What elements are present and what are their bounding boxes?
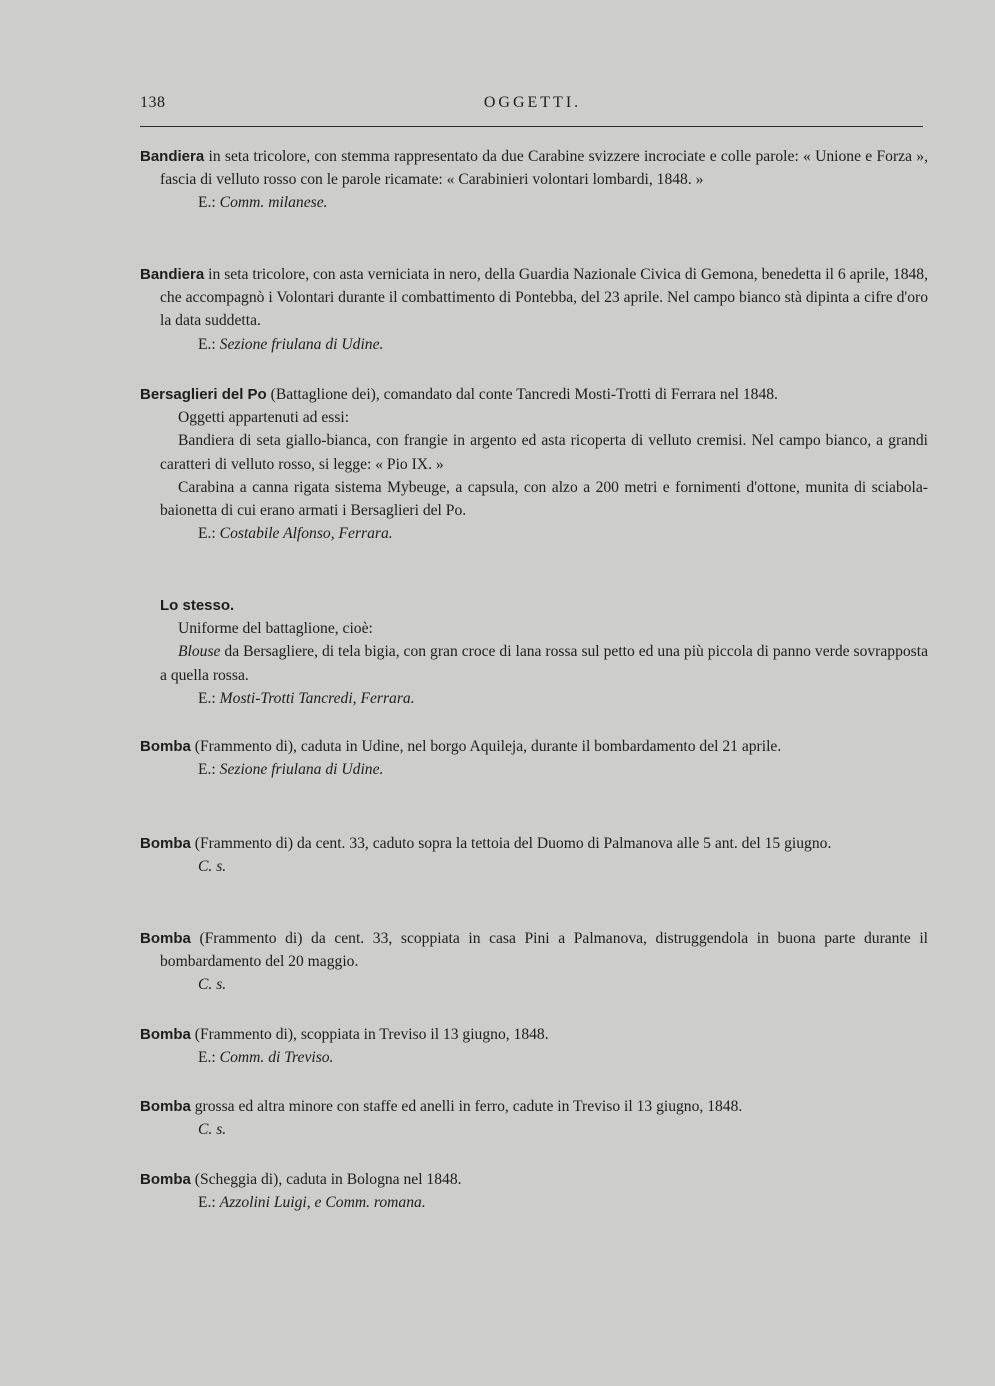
- source-name: Comm. milanese.: [219, 194, 328, 212]
- source-prefix: E.:: [198, 689, 216, 707]
- entry-headword: Bomba: [140, 930, 191, 947]
- entry-text: [140, 735, 928, 758]
- entry-paragraph: [140, 640, 928, 686]
- entry-headword: Bomba: [140, 738, 191, 755]
- source-name: Azzolini Luigi, e Comm. romana.: [219, 1194, 426, 1212]
- entry-headword: Bersaglieri del Po: [140, 386, 267, 403]
- entry-body: (Frammento di) da cent. 33, caduto sopra la tettoia del Duomo di Palmanova alle 5 ant. del 15 giugno.: [194, 835, 832, 852]
- source-name: Sezione friulana di Udine.: [219, 761, 384, 779]
- entry-bomba-1: [140, 735, 928, 781]
- entry-bomba-4: [140, 1023, 928, 1069]
- entry-paragraph: Oggetti appartenuti ad essi:: [178, 409, 350, 427]
- source-prefix: E.:: [198, 761, 216, 779]
- entry-headword: Bomba: [140, 1026, 191, 1043]
- source-name: C. s.: [198, 976, 227, 994]
- entry-source: [140, 758, 928, 781]
- source-name: C. s.: [198, 858, 227, 876]
- source-prefix: E.:: [198, 1049, 216, 1067]
- entry-text: [140, 383, 928, 406]
- entry-text: [140, 594, 928, 617]
- entry-body: (Frammento di), scoppiata in Treviso il 13 giugno, 1848.: [194, 1026, 549, 1043]
- source-prefix: E.:: [198, 1194, 216, 1212]
- entry-paragraph: Uniforme del battaglione, cioè:: [178, 620, 373, 638]
- entry-source: [140, 973, 928, 996]
- source-prefix: E.:: [198, 335, 216, 353]
- entry-source: [140, 1191, 928, 1214]
- entry-headword: Lo stesso.: [160, 597, 235, 614]
- entry-body: in seta tricolore, con asta verniciata in nero, della Guardia Nazionale Civica di Gemona, benedetta il 6 aprile, 1848, che accompagnò i Volontari durante il combattimento di Pontebba, del 23 aprile. Nel campo bianco stà dipinta a cifre d'oro la data suddetta.: [160, 266, 928, 330]
- source-name: Mosti-Trotti Tancredi, Ferrara.: [219, 689, 415, 707]
- entry-source: [140, 687, 928, 710]
- source-name: Comm. di Treviso.: [219, 1049, 334, 1067]
- entry-source: [140, 1046, 928, 1069]
- entry-bandiera-2: [140, 263, 928, 356]
- entry-body: in seta tricolore, con stemma rappresentato da due Carabine svizzere incrociate e colle parole: « Unione e Forza », fascia di velluto rosso con le parole ricamate: « Carabinieri volontari lombardi, 1848. »: [160, 148, 928, 189]
- entry-body: (Scheggia di), caduta in Bologna nel 1848.: [194, 1171, 462, 1188]
- running-head: [140, 94, 925, 118]
- paragraph-body: da Bersagliere, di tela bigia, con gran croce di lana rossa sul petto ed una più piccola di panno verde sovrapposta a quella rossa.: [160, 643, 929, 684]
- entry-body: (Frammento di) da cent. 33, scoppiata in casa Pini a Palmanova, distruggendola in buona parte durante il bombardamento del 20 maggio.: [160, 930, 928, 971]
- entry-text: [140, 832, 928, 855]
- entry-paragraph: Bandiera di seta giallo-bianca, con frangie in argento ed asta ricoperta di velluto cremisi. Nel campo bianco, a grandi caratteri di velluto rosso, si legge: « Pio IX. »: [160, 432, 928, 473]
- entry-text: [140, 263, 928, 333]
- entry-bandiera-1: [140, 145, 928, 215]
- running-title: OGGETTI.: [483, 94, 582, 111]
- entry-headword: Bomba: [140, 835, 191, 852]
- entry-headword: Bomba: [140, 1098, 191, 1115]
- source-prefix: E.:: [198, 525, 216, 543]
- entry-headword: Bandiera: [140, 266, 205, 283]
- entry-bomba-6: [140, 1168, 928, 1214]
- entry-bomba-2: [140, 832, 928, 878]
- entry-bomba-3: [140, 927, 928, 997]
- entry-headword: Bomba: [140, 1171, 191, 1188]
- entry-source: [140, 1118, 928, 1141]
- entry-paragraph: Carabina a canna rigata sistema Mybeuge, a capsula, con alzo a 200 metri e fornimenti d'ottone, munita di sciabola-baionetta di cui erano armati i Bersaglieri del Po.: [160, 478, 928, 520]
- source-name: Sezione friulana di Udine.: [219, 335, 384, 353]
- entry-source: [140, 522, 928, 545]
- entry-lo-stesso: [140, 594, 928, 710]
- page-number: 138: [140, 94, 166, 111]
- entry-source: [140, 191, 928, 214]
- entry-body: grossa ed altra minore con staffe ed anelli in ferro, cadute in Treviso il 13 giugno, 1848.: [194, 1098, 743, 1115]
- italic-term: Blouse: [178, 643, 221, 661]
- entry-source: [140, 333, 928, 356]
- entry-text: [140, 1168, 928, 1191]
- source-name: C. s.: [198, 1121, 227, 1139]
- entry-text: [140, 1095, 928, 1118]
- entry-source: [140, 855, 928, 878]
- entry-text: [140, 145, 928, 191]
- header-rule: [140, 126, 923, 127]
- source-name: Costabile Alfonso, Ferrara.: [219, 525, 393, 543]
- entry-headword: Bandiera: [140, 148, 205, 165]
- source-prefix: E.:: [198, 194, 216, 212]
- entry-body: (Frammento di), caduta in Udine, nel borgo Aquileja, durante il bombardamento del 21 aprile.: [194, 738, 782, 755]
- entry-bomba-5: [140, 1095, 928, 1141]
- entry-bersaglieri-del-po: [140, 383, 928, 545]
- entry-text: [140, 927, 928, 973]
- entry-body: (Battaglione dei), comandato dal conte Tancredi Mosti-Trotti di Ferrara nel 1848.: [270, 386, 778, 403]
- entry-text: [140, 1023, 928, 1046]
